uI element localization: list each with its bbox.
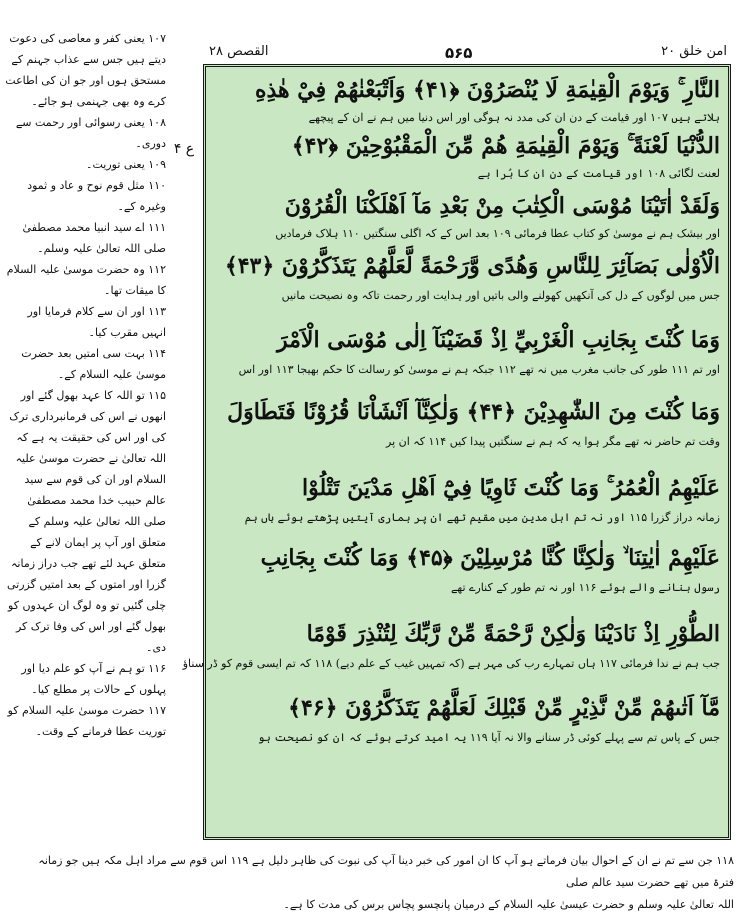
translation-line: جب ہم نے ندا فرمائی ۱۱۷ ہاں تمہارے رب کی مہر ہے (کہ تمہیں غیب کے علم دیے) ۱۱۸ کہ تم ایسی قوم کو ڈر سناؤ xyxy=(182,657,720,670)
margin-note: ۱۰۹ یعنی توریت۔ xyxy=(86,158,166,171)
margin-note: ۱۱۴ بہت سی امتیں بعد حضرت موسیٰ علیہ السلام کے۔ xyxy=(21,347,166,381)
margin-notes xyxy=(4,28,166,742)
ruku-marker: ع ۴ xyxy=(173,141,195,157)
page-number: ۵۶۵ xyxy=(445,44,473,62)
arabic-line: الْاُوْلٰى بَصَآئِرَ لِلنَّاسِ وَهُدًى وَّرَحْمَةً لَّعَلَّهُمْ يَتَذَكَّرُوْنَ ﴿۴۳﴾ xyxy=(224,253,720,279)
footnote-line: اللہ تعالیٰ علیہ وسلم و حضرت عیسیٰ علیہ السلام کے درمیان پانچسو پچاس برس کی مدت کا ہے۔ xyxy=(283,898,734,911)
arabic-line: عَلَيْهِمُ الْعُمُرُ ۚ وَمَا كُنْتَ ثَاوِيًا فِيْٓ اَهْلِ مَدْيَنَ تَتْلُوْا xyxy=(302,475,720,501)
margin-note: ۱۰۷ یعنی کفر و معاصی کی دعوت دیتے ہیں جس سے عذاب جہنم کے مستحق ہوں اور جو ان کی اطاعت کرے وہ بھی جہنمی ہو جائے۔ xyxy=(5,32,166,108)
margin-note: ۱۱۶ تو ہم نے آپ کو علم دیا اور پہلوں کے حالات پر مطلع کیا۔ xyxy=(21,662,166,696)
translation-line: جس کے پاس تم سے پہلے کوئی ڈر سنانے والا نہ آیا ۱۱۹ یہ امید کرتے ہوئے کہ ان کو نصیحت ہو xyxy=(257,731,720,744)
arabic-line: النَّارِ ۚ وَيَوْمَ الْقِيٰمَةِ لَا يُنْصَرُوْنَ ﴿۴۱﴾ وَاَتْبَعْنٰهُمْ فِيْ هٰذِهِ xyxy=(254,77,720,103)
margin-note: ۱۱۱ اے سید انبیا محمد مصطفیٰ صلی اللہ تعالیٰ علیہ وسلم۔ xyxy=(22,221,166,255)
translation-line: وقت تم حاضر نہ تھے مگر ہوا یہ کہ ہم نے سنگتیں پیدا کیں ۱۱۴ کہ ان پر xyxy=(386,435,720,448)
arabic-line: وَمَا كُنْتَ مِنَ الشّٰهِدِيْنَ ﴿۴۴﴾ وَلٰكِنَّآ اَنْشَاْنَا قُرُوْنًا فَتَطَاوَلَ xyxy=(227,399,720,425)
arabic-line: مَّآ اَتٰىهُمْ مِّنْ نَّذِيْرٍ مِّنْ قَبْلِكَ لَعَلَّهُمْ يَتَذَكَّرُوْنَ ﴿۴۶﴾ xyxy=(288,695,720,721)
juz-label: امن خلق ۲۰ xyxy=(661,44,727,59)
arabic-line: وَلَقَدْ اٰتَيْنَا مُوْسَى الْكِتٰبَ مِنْ بَعْدِ مَآ اَهْلَكْنَا الْقُرُوْنَ xyxy=(284,193,720,219)
translation-line: بلاتے ہیں ۱۰۷ اور قیامت کے دن ان کی مدد نہ ہوگی اور اس دنیا میں ہم نے ان کے پیچھے xyxy=(308,111,720,124)
margin-note: ۱۰۸ یعنی رسوائی اور رحمت سے دوری۔ xyxy=(15,116,166,150)
translation-line: اور تم ۱۱۱ طور کی جانب مغرب میں نہ تھے ۱۱۲ جبکہ ہم نے موسیٰ کو رسالت کا حکم بھیجا ۱۱۳ اور اس xyxy=(238,363,720,376)
margin-note: ۱۱۰ مثل قوم نوح و عاد و ثمود وغیرہ کے۔ xyxy=(27,179,166,213)
margin-note: ۱۱۷ حضرت موسیٰ علیہ السلام کو توریت عطا فرمانے کے وقت۔ xyxy=(7,704,166,738)
translation-line: جس میں لوگوں کے دل کی آنکھیں کھولنے والی باتیں اور ہدایت اور رحمت تاکہ وہ نصیحت مانیں xyxy=(281,289,720,302)
margin-note: ۱۱۳ اور ان سے کلام فرمایا اور انہیں مقرب کیا۔ xyxy=(27,305,166,339)
translation-line: زمانہ دراز گزرا ۱۱۵ اور نہ تم اہل مدین میں مقیم تھے ان پر ہماری آیتیں پڑھتے ہوئے ہاں ہم xyxy=(244,511,720,524)
translation-line: لعنت لگائی ۱۰۸ اور قیامت کے دن ان کا بُرا ہے xyxy=(477,167,720,180)
translation-line: رسول بنانے والے ہوئے ۱۱۶ اور نہ تم طور کے کنارے تھے xyxy=(450,581,720,594)
translation-line: اور بیشک ہم نے موسیٰ کو کتاب عطا فرمائی ۱۰۹ بعد اس کے کہ اگلی سنگتیں ۱۱۰ ہلاک فرمادیں xyxy=(275,227,720,240)
arabic-line: وَمَا كُنْتَ بِجَانِبِ الْغَرْبِيِّ اِذْ قَضَيْنَآ اِلٰى مُوْسَى الْاَمْرَ xyxy=(276,327,720,353)
margin-note: ۱۱۲ وہ حضرت موسیٰ علیہ السلام کا میقات تھا۔ xyxy=(6,263,166,297)
surah-label: القصص ۲۸ xyxy=(209,44,269,59)
footnote-line: ۱۱۸ جن سے تم نے ان کے احوال بیان فرماتے ہو آپ کا ان امور کی خبر دینا آپ کی نبوت کی ظاہر دلیل ہے ۱۱۹ اس قوم سے مراد اہل مکہ ہیں جو زمانہ فترۃ میں تھے حضرت سید عالم صلی xyxy=(38,854,734,889)
arabic-line: الدُّنْيَا لَعْنَةً ۚ وَيَوْمَ الْقِيٰمَةِ هُمْ مِّنَ الْمَقْبُوْحِيْنَ ﴿۴۲﴾ xyxy=(291,133,720,159)
arabic-line: الطُّوْرِ اِذْ نَادَيْنَا وَلٰكِنْ رَّحْمَةً مِّنْ رَّبِّكَ لِتُنْذِرَ قَوْمًا xyxy=(306,621,720,647)
margin-note: ۱۱۵ تو اللہ کا عہد بھول گئے اور انھوں نے اس کی فرمانبرداری ترک کی اور اس کی حقیقت یہ ہے کہ اللہ تعالیٰ نے حضرت موسیٰ علیہ السلام اور ان کی قوم سے سید عالم حبیب خدا محمد مصطفیٰ صلی اللہ تعالیٰ علیہ وسلم کے متعلق اور آپ پر ایمان لانے کے متعلق عہد لئے تھے جب دراز زمانہ گزرا اور امتوں کے بعد امتیں گزرتی چلی گئیں تو وہ لوگ ان عہدوں کو بھول گئے اور اس کی وفا ترک کر دی۔ xyxy=(7,389,166,654)
arabic-line: عَلَيْهِمْ اٰيٰتِنَا ۙ وَلٰكِنَّا كُنَّا مُرْسِلِيْنَ ﴿۴۵﴾ وَمَا كُنْتَ بِجَانِبِ xyxy=(260,545,720,571)
page-header xyxy=(205,40,735,66)
footnote xyxy=(14,850,734,916)
